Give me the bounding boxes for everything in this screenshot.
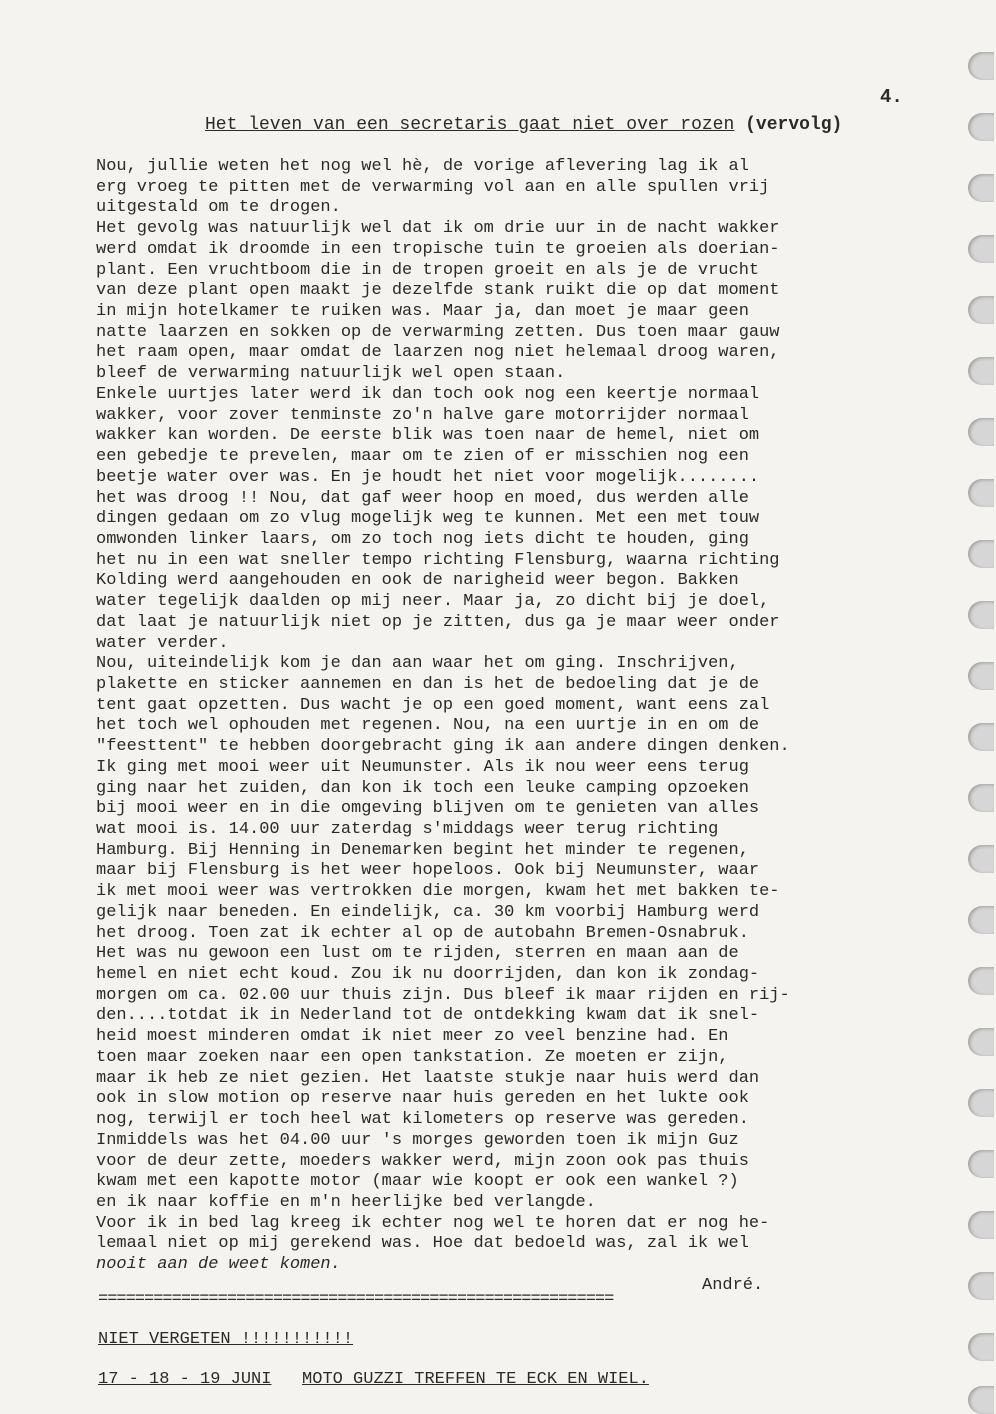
body-line: Voor ik in bed lag kreeg ik echter nog wel te horen dat er nog he- — [96, 1213, 770, 1233]
body-line: water verder. — [96, 633, 229, 653]
signature: André. — [702, 1275, 764, 1295]
article-body — [96, 157, 936, 1297]
body-line: het was droog !! Nou, dat gaf weer hoop en moed, dus werden alle — [96, 488, 749, 508]
body-line: het toch wel ophouden met regenen. Nou, na een uurtje in en om de — [96, 716, 760, 736]
binder-hole — [968, 296, 994, 324]
body-line: Ik ging met mooi weer uit Neumunster. Als ik nou weer eens terug — [96, 757, 749, 777]
body-line: ook in slow motion op reserve naar huis gereden en het lukte ook — [96, 1089, 749, 1109]
binder-hole — [968, 1028, 994, 1056]
body-line: Nou, jullie weten het nog wel hè, de vorige aflevering lag ik al — [96, 157, 749, 176]
body-line: wat mooi is. 14.00 uur zaterdag s'middags weer terug richting — [96, 820, 719, 839]
body-line: hemel en niet echt koud. Zou ik nu doorrijden, dan kon ik zondag- — [96, 965, 760, 985]
binder-hole — [968, 1211, 994, 1239]
article-title — [205, 115, 842, 135]
body-line: plakette en sticker aannemen en dan is het de bedoeling dat je de — [96, 674, 760, 694]
binder-hole — [968, 784, 994, 812]
body-line: water tegelijk daalden op mij neer. Maar ja, zo dicht bij je doel, — [96, 592, 770, 612]
body-line: Enkele uurtjes later werd ik dan toch ook nog een keertje normaal — [96, 384, 760, 404]
body-line: morgen om ca. 02.00 uur thuis zijn. Dus bleef ik maar rijden en rij- — [96, 985, 790, 1005]
body-line: Het was nu gewoon een lust om te rijden, sterren en maan aan de — [96, 944, 739, 964]
body-line: Hamburg. Bij Henning in Denemarken begint het minder te regenen, — [96, 840, 749, 860]
body-line: maar bij Flensburg is het weer hopeloos. Ook bij Neumunster, waar — [96, 861, 760, 881]
body-line: "feesttent" te hebben doorgebracht ging ik aan andere dingen denken. — [96, 737, 790, 757]
article-title-continued: (vervolg) — [745, 115, 843, 135]
event-dates: 17 - 18 - 19 JUNI — [98, 1370, 272, 1389]
body-line: tent gaat opzetten. Dus wacht je op een goed moment, want eens zal — [96, 695, 770, 715]
body-line: van deze plant open maakt je dezelfde stank ruikt die op dat moment — [96, 281, 780, 301]
article-title-text: Het leven van een secretaris gaat niet over rozen — [205, 115, 735, 135]
binder-hole — [968, 52, 994, 80]
binder-hole — [968, 113, 994, 141]
body-line: een gebedje te prevelen, maar om te zien of er misschien nog een — [96, 447, 749, 467]
body-line: wakker, voor zover tenminste zo'n halve gare motorrijder normaal — [96, 405, 749, 425]
binder-holes — [966, 0, 996, 1409]
body-line: Nou, uiteindelijk kom je dan aan waar het om ging. Inschrijven, — [96, 654, 739, 674]
body-line: nog, terwijl er toch heel wat kilometers op reserve was gereden. — [96, 1110, 749, 1130]
body-line: beetje water over was. En je houdt het niet voor mogelijk........ — [96, 467, 760, 487]
event-name: MOTO GUZZI TREFFEN TE ECK EN WIEL. — [302, 1370, 649, 1389]
body-line: bleef de verwarming natuurlijk wel open staan. — [96, 364, 566, 384]
page-number: 4. — [880, 86, 903, 108]
body-line: Inmiddels was het 04.00 uur 's morges geworden toen ik mijn Guz — [96, 1130, 739, 1150]
binder-hole — [968, 479, 994, 507]
body-line: natte laarzen en sokken op de verwarming zetten. Dus toen maar gauw — [96, 322, 780, 342]
body-line: dat laat je natuurlijk niet op je zitten, dus ga je maar weer onder — [96, 612, 780, 632]
event-notice — [98, 1370, 649, 1389]
reminder-heading: NIET VERGETEN !!!!!!!!!!! — [98, 1330, 354, 1349]
body-line: en ik naar koffie en m'n heerlijke bed verlangde. — [96, 1192, 596, 1212]
body-line: gelijk naar beneden. En eindelijk, ca. 30 km voorbij Hamburg werd — [96, 902, 760, 922]
binder-hole — [968, 723, 994, 751]
binder-hole — [968, 906, 994, 934]
binder-hole — [968, 1333, 994, 1361]
binder-hole — [968, 1150, 994, 1178]
body-line: bij mooi weer en in die omgeving blijven om te genieten van alles — [96, 799, 760, 819]
binder-hole — [968, 967, 994, 995]
body-line: in mijn hotelkamer te ruiken was. Maar ja, dan moet je maar geen — [96, 302, 749, 322]
binder-hole — [968, 1272, 994, 1300]
binder-hole — [968, 1386, 994, 1414]
binder-hole — [968, 1089, 994, 1117]
body-line: erg vroeg te pitten met de verwarming vol aan en alle spullen vrij — [96, 177, 770, 197]
binder-hole — [968, 235, 994, 263]
body-line: omwonden linker laars, om zo toch nog iets dicht te houden, ging — [96, 529, 749, 549]
body-line: het nu in een wat sneller tempo richting Flensburg, waarna richting — [96, 550, 780, 570]
binder-hole — [968, 662, 994, 690]
binder-hole — [968, 357, 994, 385]
body-line: nooit aan de weet komen. — [96, 1255, 341, 1275]
body-line: het droog. Toen zat ik echter al op de autobahn Bremen-Osnabruk. — [96, 923, 749, 943]
body-line: maar ik heb ze niet gezien. Het laatste stukje naar huis werd dan — [96, 1068, 760, 1088]
body-line: ik met mooi weer was vertrokken die morgen, kwam het met bakken te- — [96, 882, 780, 902]
body-line: het raam open, maar omdat de laarzen nog niet helemaal droog waren, — [96, 343, 780, 363]
body-line: kwam met een kapotte motor (maar wie koopt er ook een wankel ?) — [96, 1172, 739, 1192]
binder-hole — [968, 845, 994, 873]
body-line: werd omdat ik droomde in een tropische tuin te groeien als doerian- — [96, 239, 780, 259]
body-line: wakker kan worden. De eerste blik was toen naar de hemel, niet om — [96, 426, 760, 446]
binder-hole — [968, 540, 994, 568]
body-line: toen maar zoeken naar een open tankstation. Ze moeten er zijn, — [96, 1047, 729, 1067]
body-line: Kolding werd aangehouden en ook de narigheid weer begon. Bakken — [96, 571, 739, 591]
separator-rule: ======================================================== — [98, 1290, 614, 1309]
body-line: voor de deur zette, moeders wakker werd, mijn zoon ook pas thuis — [96, 1151, 749, 1171]
body-line: den....totdat ik in Nederland tot de ontdekking kwam dat ik snel- — [96, 1006, 760, 1026]
body-line: uitgestald om te drogen. — [96, 198, 341, 218]
body-line: plant. Een vruchtboom die in de tropen groeit en als je de vrucht — [96, 260, 760, 280]
body-line: ging naar het zuiden, dan kon ik toch een leuke camping opzoeken — [96, 778, 749, 798]
body-line: lemaal niet op mij gerekend was. Hoe dat bedoeld was, zal ik wel — [96, 1234, 749, 1254]
binder-hole — [968, 418, 994, 446]
body-line: dingen gedaan om zo vlug mogelijk weg te kunnen. Met een met touw — [96, 509, 760, 529]
body-line: heid moest minderen omdat ik niet meer zo veel benzine had. En — [96, 1027, 729, 1047]
body-line: Het gevolg was natuurlijk wel dat ik om drie uur in de nacht wakker — [96, 219, 780, 239]
binder-hole — [968, 601, 994, 629]
binder-hole — [968, 174, 994, 202]
